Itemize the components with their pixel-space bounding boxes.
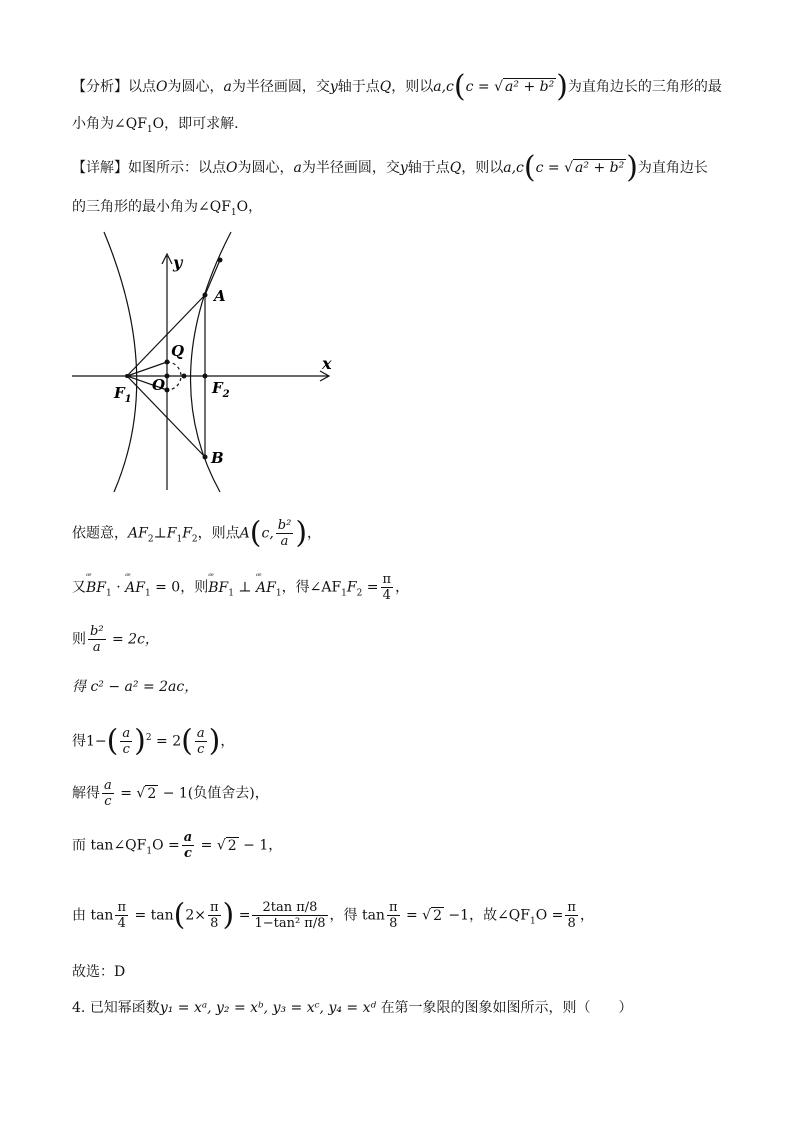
text: = 2c， [107, 631, 159, 648]
c-eq: c = [465, 79, 490, 95]
numerator: π [117, 900, 126, 915]
text: 得1− [72, 733, 107, 750]
text: ，则点 [197, 525, 240, 542]
text: O = [535, 907, 564, 924]
step-4 [72, 677, 198, 697]
perp: ⊥ [233, 579, 257, 596]
denominator: c [184, 846, 192, 861]
text: 由 tan [72, 907, 114, 924]
text: −1，故∠QF [443, 907, 530, 924]
sub: 2 [356, 588, 363, 599]
sqrt-expr: a² + b² [575, 160, 625, 176]
text: = [234, 907, 251, 924]
answer-line: 故选：D [72, 964, 126, 980]
text: = √ [196, 837, 226, 854]
text: − 1， [238, 837, 283, 854]
fraction [381, 572, 394, 603]
var-a: a [223, 79, 232, 95]
point-b [203, 455, 208, 460]
sub: 1 [341, 588, 347, 599]
numerator: π [388, 900, 398, 915]
point-o: O [156, 79, 168, 95]
fraction [208, 900, 221, 931]
detail-label: 【详解】如图所示：以点 [72, 160, 226, 176]
dot: · [111, 579, 126, 596]
step-1 [72, 515, 322, 551]
denominator: c [104, 794, 112, 809]
label-b: B [211, 449, 224, 467]
text: 又 [72, 579, 86, 596]
text: = [362, 579, 379, 596]
paren-close: ) [222, 897, 235, 933]
text: 为直角边长的三角形的最 [567, 79, 722, 95]
label-y: y [173, 253, 183, 272]
fraction [88, 624, 106, 655]
fraction [102, 778, 114, 809]
paren-close: ) [295, 515, 308, 551]
point-mid [182, 374, 187, 379]
text: 在第一象限的图象如图所示，则（ ） [380, 1000, 633, 1016]
denominator: 4 [117, 916, 126, 931]
text: 的三角形的最小角为∠QF [72, 199, 231, 215]
point-q: Q [379, 79, 392, 95]
var-y: y [399, 160, 408, 176]
text: 而 tan∠QF [72, 837, 147, 854]
c-eq: c = [535, 160, 560, 176]
text: 为圆心， [237, 160, 294, 176]
vector-af: ꟹ AF [256, 578, 276, 598]
sub: 2 [191, 534, 198, 545]
math: F [346, 579, 357, 596]
text: = √ [401, 907, 432, 924]
denominator: 1−tan² π/8 [254, 916, 326, 931]
denominator: 8 [389, 916, 398, 931]
text: 为直角边长 [637, 160, 708, 176]
text: = 0，则 [150, 579, 209, 596]
paren-open: ( [523, 150, 536, 185]
analysis-line-1: 【分析】以点O为圆心，a为半径画圆，交y轴于点Q，则以a,c(c = √ a² + b²)为直角边长的三角形的最 [72, 69, 722, 104]
text: 轴于点 [337, 79, 380, 95]
text: ， [220, 733, 235, 750]
label-x: x [322, 354, 332, 373]
point-f1 [125, 374, 129, 378]
math: ⊥F [153, 525, 177, 542]
numerator: b² [277, 518, 292, 533]
text: − 1(负值舍去)， [158, 785, 269, 802]
text: ，得 tan [329, 907, 385, 924]
var-a: a [503, 160, 512, 176]
text: 得 c² − a² = 2ac， [72, 679, 199, 695]
text: O = [152, 837, 180, 854]
sqrt: 2 [227, 837, 237, 854]
step-2: 又ꟹ $BF_1$ · ꟹ $AF_1 = 0$，则ꟹ $BF_1$ ⊥ ꟹ $AF_1$，得$\angle AF_1F_2$ = $\frac{\pi}{4}$ ， [72, 572, 409, 603]
point-o [165, 374, 170, 379]
text: ， [395, 579, 410, 596]
sup: 2 [145, 732, 152, 743]
sqrt: 2 [433, 907, 442, 924]
detail-line-1: 【详解】如图所示：以点O为圆心，a为半径画圆，交y轴于点Q，则以a,c(c = √ a² + b²)为直角边长 [72, 150, 708, 185]
text: 则 [72, 631, 86, 648]
sub: 2 [147, 534, 154, 545]
paren-open: ( [173, 897, 186, 933]
fraction [276, 518, 294, 549]
label-f2: $F_2$ [212, 379, 230, 400]
paren-open: ( [181, 723, 193, 759]
denominator: 8 [210, 916, 219, 931]
text: 为半径画圆，交 [231, 79, 330, 95]
numerator: a [196, 726, 205, 741]
point-a [203, 293, 208, 298]
var-y: y [329, 79, 338, 95]
point-q2 [165, 388, 170, 393]
point-f2 [203, 374, 208, 379]
step-3 [72, 624, 159, 655]
denominator: 4 [382, 588, 391, 603]
var-c: ,c [441, 79, 454, 95]
vector-bf: ꟹ BF [86, 578, 106, 598]
fraction [115, 900, 128, 931]
numerator: π [567, 900, 576, 915]
vector-af: ꟹ AF [125, 578, 145, 598]
fraction [387, 900, 400, 931]
sub: 1 [530, 916, 536, 927]
sub: 1 [146, 846, 153, 857]
text: O， [236, 199, 263, 215]
text: ， [579, 907, 594, 924]
text: 2× [185, 907, 206, 924]
numerator: a [122, 726, 131, 741]
var-a: a [293, 160, 302, 176]
text: 轴于点 [407, 160, 450, 176]
denominator: 8 [567, 916, 576, 931]
analysis-line-2 [72, 114, 239, 140]
label-a: A [214, 287, 226, 305]
fraction [252, 900, 327, 931]
paren-open: ( [453, 69, 466, 104]
text: ，则以 [391, 79, 434, 95]
vector-bf: ꟹ BF [208, 578, 228, 598]
hyperbola-figure [66, 228, 346, 498]
denominator: a [280, 534, 289, 549]
math: AF [128, 525, 148, 542]
sqrt: 2 [147, 785, 157, 802]
functions: y₁ = xᵃ, y₂ = xᵇ, y₃ = xᶜ, y₄ = xᵈ [159, 1000, 377, 1016]
text: ， [307, 525, 322, 542]
numerator: π [209, 900, 219, 915]
text: 已知幂函数 [89, 1000, 160, 1016]
point-q: Q [449, 160, 462, 176]
paren-close: ) [626, 150, 638, 185]
denominator: a [92, 640, 101, 655]
point-o: O [226, 160, 238, 176]
point-q [165, 360, 170, 365]
point-top [218, 258, 223, 263]
analysis-label: 【分析】以点 [72, 79, 156, 95]
fraction [195, 726, 207, 757]
step-5 [72, 723, 235, 759]
step-6 [72, 778, 269, 809]
step-7 [72, 830, 282, 861]
denominator: c [122, 742, 130, 757]
text: ，则以 [461, 160, 504, 176]
numerator: π [382, 572, 392, 587]
text: 解得 [72, 785, 100, 802]
point-a: A [239, 525, 250, 542]
paren-close: ) [134, 723, 146, 759]
fraction [182, 830, 194, 861]
numerator: b² [90, 624, 104, 639]
numerator: a [183, 830, 193, 845]
detail-line-2 [72, 197, 262, 223]
left-branch [104, 232, 137, 492]
sub: 1 [230, 207, 237, 218]
text: = tan [130, 907, 174, 924]
text: = √ [115, 785, 146, 802]
fraction [120, 726, 132, 757]
label-q: Q [171, 342, 185, 360]
paren-open: ( [106, 723, 119, 759]
paren-close: ) [208, 723, 221, 759]
denominator: c [197, 742, 205, 757]
question-4 [72, 998, 633, 1018]
text: 为圆心， [167, 79, 224, 95]
text: 为半径画圆，交 [301, 160, 400, 176]
text: O，即可求解. [152, 116, 239, 132]
paren-close: ) [556, 69, 568, 104]
sub: 1 [146, 124, 153, 135]
sqrt-expr: a² + b² [505, 79, 555, 95]
paren-open: ( [249, 515, 262, 551]
text: ，得∠AF [281, 579, 342, 596]
question-number: 4. [72, 1000, 86, 1016]
var-c: ,c [511, 160, 524, 176]
math: c, [261, 525, 274, 542]
text: = 2 [151, 733, 182, 750]
text: 依题意， [72, 525, 128, 542]
fraction [565, 900, 578, 931]
var-a: a [433, 79, 442, 95]
text: 小角为∠QF [72, 116, 147, 132]
numerator: a [104, 778, 112, 793]
label-f1: $F_1$ [114, 384, 132, 405]
label-o: O [152, 376, 166, 394]
step-8 [72, 897, 594, 933]
numerator: 2tan π/8 [252, 900, 327, 916]
math: F [182, 525, 192, 542]
sub: 1 [176, 534, 183, 545]
